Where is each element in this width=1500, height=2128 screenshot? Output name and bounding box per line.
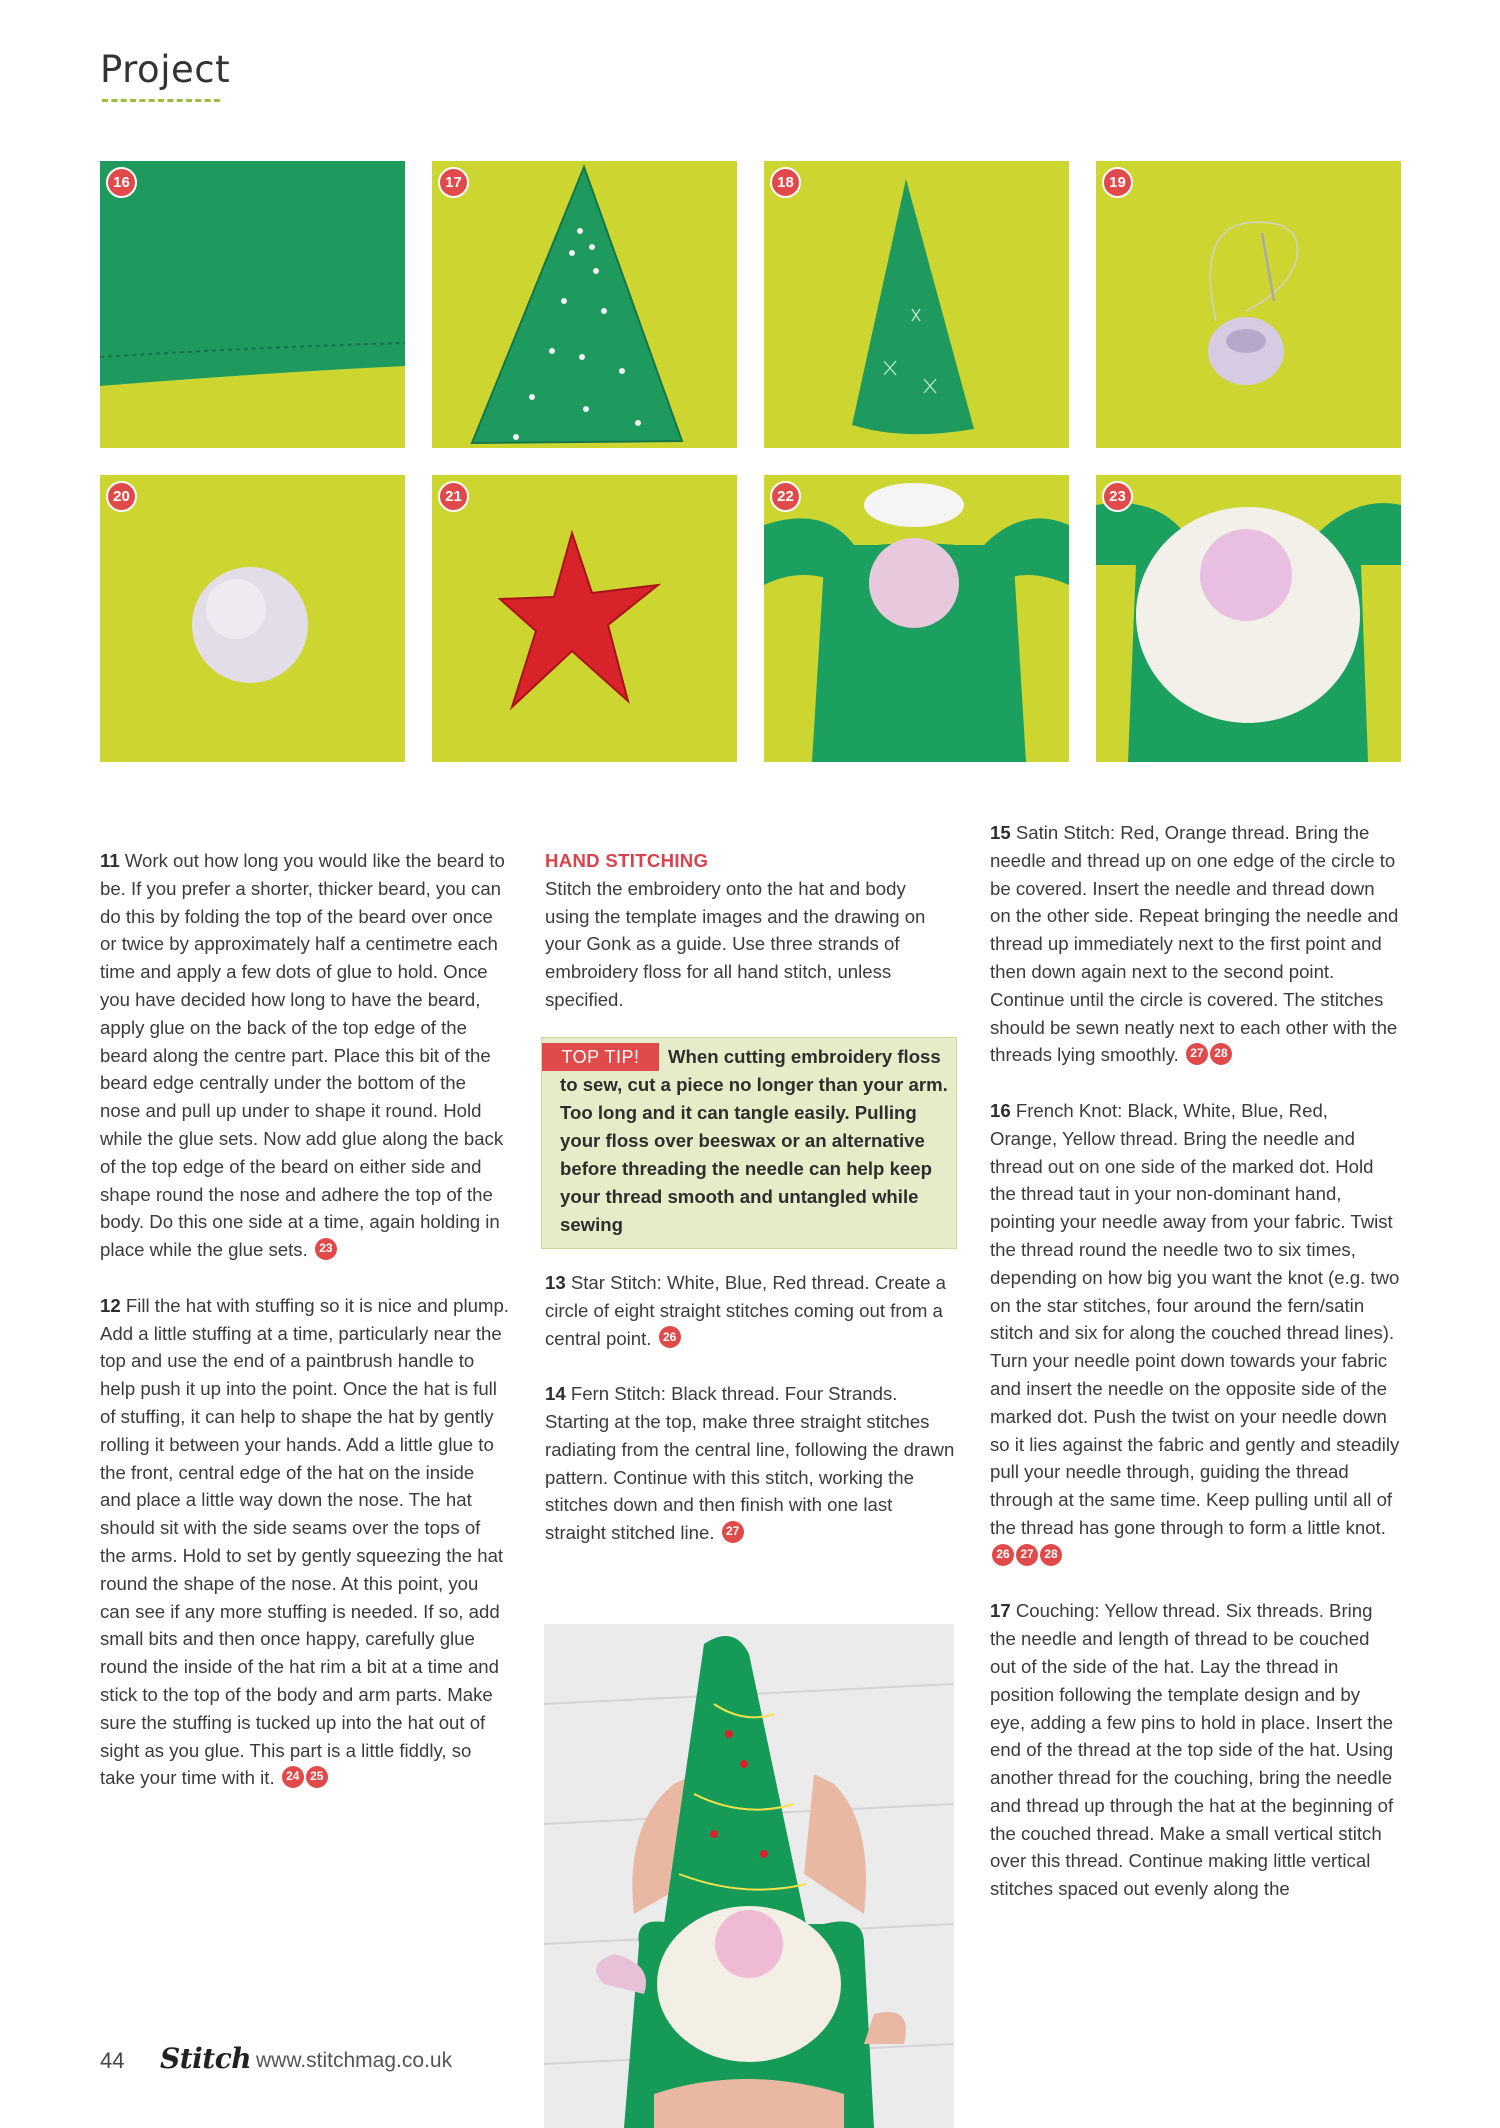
photo-ref-badge: 24 bbox=[282, 1766, 304, 1788]
step-photo-21 bbox=[432, 475, 737, 762]
photo-number-badge: 21 bbox=[438, 481, 469, 512]
step-12 bbox=[100, 1292, 510, 1792]
step-photo-18 bbox=[764, 161, 1069, 448]
step-number: 13 bbox=[545, 1272, 566, 1293]
photo-number-badge: 22 bbox=[770, 481, 801, 512]
step-text: French Knot: Black, White, Blue, Red, Orange, Yellow thread. Bring the needle and thread out on one side of the marked dot. Hold the thread taut in your non-dominant hand, pointing your needle away from your fabric. Twist the thread round the needle two to six times, depending on how big you want the knot (e.g. two on the star stitches, four around the fern/satin stitch and six for along the couched thread lines). Turn your needle point down towards your fabric and insert the needle on the opposite side of the marked dot. Push the twist on your needle down so it lies against the fabric and gently and steadily pull your needle through, guiding the thread through at the same time. Keep pulling until all of the thread has gone through to form a little knot. bbox=[990, 1099, 1400, 1538]
photo-number-badge: 17 bbox=[438, 167, 469, 198]
column-right bbox=[990, 819, 1400, 1931]
step-15 bbox=[990, 819, 1400, 1069]
hand-stitching-heading: HAND STITCHING bbox=[545, 850, 709, 871]
step-photo-23 bbox=[1096, 475, 1401, 762]
green-fabric-edge-icon bbox=[100, 161, 405, 448]
top-tip-text: When cutting embroidery floss to sew, cut a piece no longer than your arm. Too long and it can tangle easily. Pulling your floss over beeswax or an alternative before threading the needle can help keep your thread smooth and untangled while sewing bbox=[560, 1046, 948, 1235]
magazine-url[interactable]: www.stitchmag.co.uk bbox=[256, 2049, 453, 2072]
step-13 bbox=[545, 1269, 955, 1352]
step-photo-19 bbox=[1096, 161, 1401, 448]
step-11 bbox=[100, 847, 510, 1264]
red-felt-star-icon bbox=[432, 475, 737, 762]
photo-ref-badge: 25 bbox=[306, 1766, 328, 1788]
step-16 bbox=[990, 1097, 1400, 1570]
photo-ref-badge: 26 bbox=[992, 1544, 1014, 1566]
photo-number-badge: 16 bbox=[106, 167, 137, 198]
photo-number-badge: 23 bbox=[1102, 481, 1133, 512]
photo-ref-badge: 26 bbox=[659, 1326, 681, 1348]
step-text: Work out how long you would like the beard to be. If you prefer a shorter, thicker beard, you can do this by folding the top of the beard over once or twice by approximately half a centimetre each time and apply a few dots of glue to hold. Once you have decided how long to have the beard, apply glue on the back of the top edge of the beard along the centre part. Place this bit of the beard edge centrally under the bottom of the nose and pull up under to shape it round. Hold while the glue sets. Now add glue along the back of the top edge of the beard on either side and shape round the nose and adhere the top of the body. Do this one side at a time, again holding in place while the glue sets. bbox=[100, 850, 505, 1261]
stuffed-ball-icon bbox=[100, 475, 405, 762]
photo-ref-badge: 27 bbox=[722, 1521, 744, 1543]
step-photo-17 bbox=[432, 161, 737, 448]
step-photo-22 bbox=[764, 475, 1069, 762]
column-middle-bottom bbox=[545, 1269, 955, 1575]
step-17 bbox=[990, 1597, 1400, 1903]
photo-ref-badge: 28 bbox=[1040, 1544, 1062, 1566]
step-text: Fill the hat with stuffing so it is nice and plump. Add a little stuffing at a time, particularly near the top and use the end of a paintbrush handle to help push it up into the point. Once the hat is full of stuffing, it can help to shape the hat by gently rolling it between your hands. Add a little glue to the front, central edge of the hat on the inside and place a little way down the nose. The hat should sit with the side seams over the tops of the arms. Hold to set by gently squeezing the hat round the shape of the nose. At this point, you can see if any more stuffing is needed. If so, add small bits and then once happy, carefully glue round the inside of the hat rim a bit at a time and stick to the top of the body and arm parts. Make sure the stuffing is tucked up into the hat out of sight as you glue. This part is a little fiddly, so take your time with it. bbox=[100, 1294, 509, 1789]
step-number: 17 bbox=[990, 1600, 1011, 1622]
photo-number-badge: 18 bbox=[770, 167, 801, 198]
hand-stitching-intro: Stitch the embroidery onto the hat and body using the template images and the drawing on your Gonk as a guide. Use three strands of embroidery floss for all hand stitch, unless specified. bbox=[545, 877, 926, 1010]
gathered-circle-icon bbox=[1096, 161, 1401, 448]
cone-hat-icon bbox=[764, 161, 1069, 448]
step-number: 11 bbox=[100, 850, 120, 871]
finished-gonk-icon bbox=[544, 1624, 954, 2128]
finished-gonk-photo bbox=[544, 1624, 954, 2128]
step-text: Star Stitch: White, Blue, Red thread. Create a circle of eight straight stitches coming out from a central point. bbox=[545, 1272, 947, 1349]
photo-ref-badge: 28 bbox=[1210, 1043, 1232, 1065]
photo-number-badge: 19 bbox=[1102, 167, 1133, 198]
photo-ref-badge: 27 bbox=[1186, 1043, 1208, 1065]
photo-number-badge: 20 bbox=[106, 481, 137, 512]
step-photo-16 bbox=[100, 161, 405, 448]
step-number: 12 bbox=[100, 1294, 121, 1316]
step-photo-20 bbox=[100, 475, 405, 762]
page-number: 44 bbox=[100, 2048, 125, 2073]
beard-attached-icon bbox=[1096, 475, 1401, 762]
magazine-brand: Stitch bbox=[160, 2042, 252, 2075]
photo-ref-badge: 27 bbox=[1016, 1544, 1038, 1566]
title-underline bbox=[102, 99, 220, 102]
column-left bbox=[100, 847, 510, 1820]
top-tip-label: TOP TIP! bbox=[542, 1043, 659, 1071]
nose-on-body-icon bbox=[764, 475, 1069, 762]
step-number: 16 bbox=[990, 1099, 1011, 1121]
photo-ref-badge: 23 bbox=[315, 1238, 337, 1260]
pinned-triangle-fabric-icon bbox=[432, 161, 737, 448]
step-number: 15 bbox=[990, 822, 1011, 843]
column-middle-top bbox=[545, 847, 955, 1042]
step-number: 14 bbox=[545, 1383, 566, 1405]
section-title: Project bbox=[100, 48, 231, 91]
step-text: Fern Stitch: Black thread. Four Strands. Starting at the top, make three straight stitches radiating from the central line, following the drawn pattern. Continue with this stitch, working the stitches down and then finish with one last straight stitched line. bbox=[545, 1383, 955, 1544]
step-text: Couching: Yellow thread. Six threads. Bring the needle and length of thread to be couched out of the side of the hat. Lay the thread in position following the template design and by eye, adding a few pins to hold in place. Insert the end of the thread at the top side of the hat. Using another thread for the couching, bring the needle and thread up through the hat at the beginning of the couched thread. Make a small vertical stitch over this thread. Continue making little vertical stitches spaced out evenly along the bbox=[990, 1600, 1394, 1900]
step-text: Satin Stitch: Red, Orange thread. Bring the needle and thread up on one edge of the circle to be covered. Insert the needle and thread down on the other side. Repeat bringing the needle and thread up immediately next to the first point and then down again next to the second point. Continue until the circle is covered. The stitches should be sewn neatly next to each other with the threads lying smoothly. bbox=[990, 822, 1399, 1066]
step-14 bbox=[545, 1380, 955, 1547]
